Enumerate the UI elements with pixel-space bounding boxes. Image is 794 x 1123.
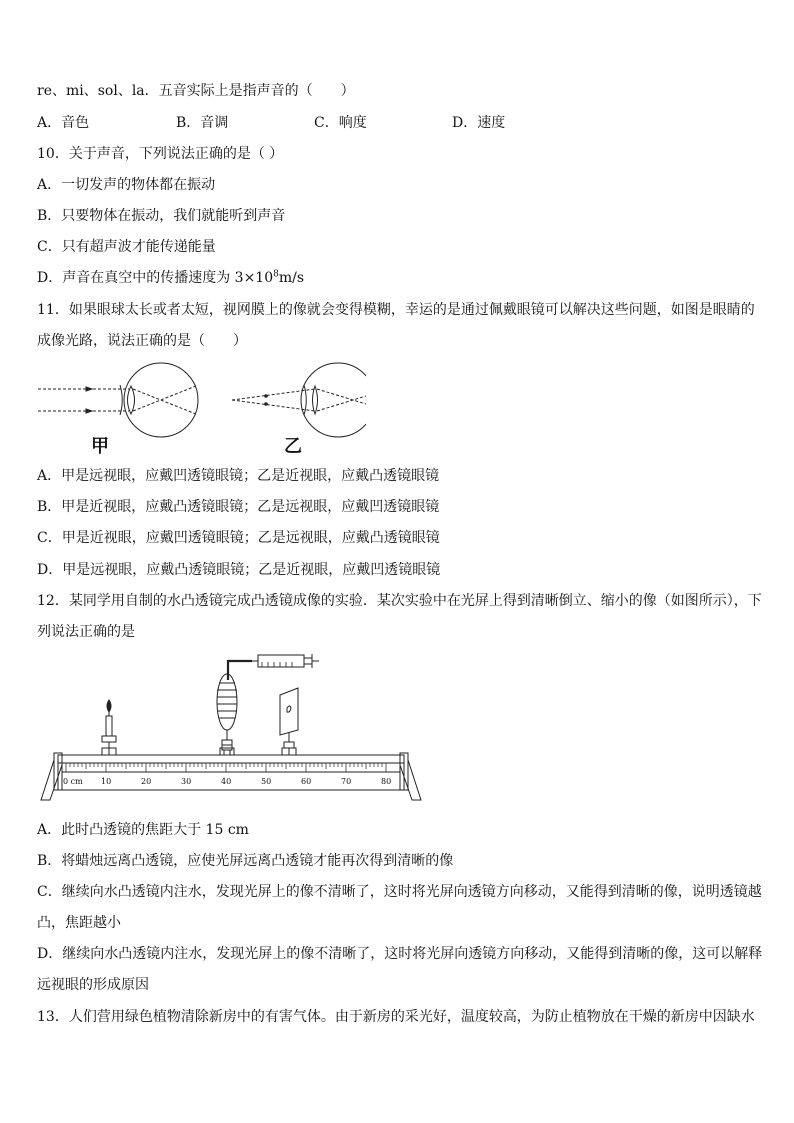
light-screen bbox=[280, 688, 298, 755]
q12-option-c-cont: 凸，焦距越小 bbox=[37, 915, 121, 931]
q11-stem-line1: 11．如果眼球太长或者太短，视网膜上的像就会变得模糊，幸运的是通过佩戴眼镜可以解决这些问题，如图是眼睛的 bbox=[37, 302, 755, 318]
ruler-ticks bbox=[66, 763, 386, 772]
q11-option-a: A．甲是远视眼，应戴凹透镜眼镜；乙是近视眼，应戴凸透镜眼镜 bbox=[37, 468, 440, 484]
q9-option-b: B．音调 bbox=[176, 115, 229, 131]
eye-diagram-figure bbox=[36, 360, 366, 460]
q12-option-c: C．继续向水凸透镜内注水，发现光屏上的像不清晰了，这时将光屏向透镜方向移动，又能得到清晰的像，说明透镜越 bbox=[37, 884, 762, 900]
optical-bench bbox=[41, 748, 421, 800]
q12-stem-line1: 12．某同学用自制的水凸透镜完成凸透镜成像的实验．某次实验中在光屏上得到清晰倒立、缩小的像（如图所示），下 bbox=[37, 593, 762, 609]
q13-stem-line1: 13．人们营用绿色植物清除新房中的有害气体。由于新房的采光好，温度较高，为防止植物放在干燥的新房中因缺水 bbox=[37, 1009, 755, 1025]
ruler-label-0: 0 cm bbox=[63, 777, 83, 786]
ruler-label-50: 50 bbox=[261, 777, 272, 786]
candle bbox=[102, 700, 116, 755]
q9-option-a: A．音色 bbox=[37, 115, 90, 131]
q10-option-d bbox=[37, 268, 304, 288]
q10-option-d-unit: m/s bbox=[278, 270, 305, 286]
eye-label-jia: 甲 bbox=[91, 436, 109, 457]
eye-label-yi: 乙 bbox=[284, 436, 302, 457]
eye-yi-diagram bbox=[232, 363, 366, 437]
ruler-label-60: 60 bbox=[301, 777, 312, 786]
q11-stem-line2: 成像光路，说法正确的是（ ） bbox=[37, 333, 247, 349]
q10-option-b: B．只要物体在振动，我们就能听到声音 bbox=[37, 208, 286, 224]
q12-option-b: B．将蜡烛远离凸透镜，应使光屏远离凸透镜才能再次得到清晰的像 bbox=[37, 853, 454, 869]
water-convex-lens bbox=[217, 674, 237, 755]
q9-option-c: C．响度 bbox=[314, 115, 367, 131]
ruler-label-70: 70 bbox=[341, 777, 352, 786]
q9-option-d: D．速度 bbox=[452, 115, 506, 131]
q10-option-c: C．只有超声波才能传递能量 bbox=[37, 239, 216, 255]
q12-option-d: D．继续向水凸透镜内注水，发现光屏上的像不清晰了，这时将光屏向透镜方向移动，又能得到清晰的像，这可以解释 bbox=[37, 946, 763, 962]
q10-option-a: A．一切发声的物体都在振动 bbox=[37, 177, 216, 193]
ruler-label-10: 10 bbox=[101, 777, 112, 786]
ruler-label-80: 80 bbox=[381, 777, 392, 786]
q10-option-d-exponent: 8 bbox=[273, 269, 279, 280]
q11-option-c: C．甲是近视眼，应戴凹透镜眼镜；乙是远视眼，应戴凸透镜眼镜 bbox=[37, 530, 440, 546]
ruler-label-40: 40 bbox=[221, 777, 232, 786]
q10-stem: 10．关于声音，下列说法正确的是（ ） bbox=[37, 146, 284, 162]
ruler-label-20: 20 bbox=[141, 777, 152, 786]
q9-stem-tail: re、mi、sol、la．五音实际上是指声音的（ ） bbox=[37, 83, 355, 99]
q12-option-d-cont: 远视眼的形成原因 bbox=[37, 977, 149, 993]
eye-jia-diagram bbox=[38, 363, 198, 437]
q12-option-a: A．此时凸透镜的焦距大于 15 cm bbox=[37, 822, 249, 838]
optical-bench-figure bbox=[36, 650, 426, 805]
ruler-label-30: 30 bbox=[181, 777, 192, 786]
q11-option-d: D．甲是远视眼，应戴凸透镜眼镜；乙是近视眼，应戴凹透镜眼镜 bbox=[37, 562, 441, 578]
q11-option-b: B．甲是近视眼，应戴凸透镜眼镜；乙是远视眼，应戴凹透镜眼镜 bbox=[37, 499, 440, 515]
q12-stem-line2: 列说法正确的是 bbox=[37, 624, 135, 640]
q10-option-d-prefix: D．声音在真空中的传播速度为 3×10 bbox=[37, 270, 274, 286]
syringe bbox=[228, 654, 319, 680]
